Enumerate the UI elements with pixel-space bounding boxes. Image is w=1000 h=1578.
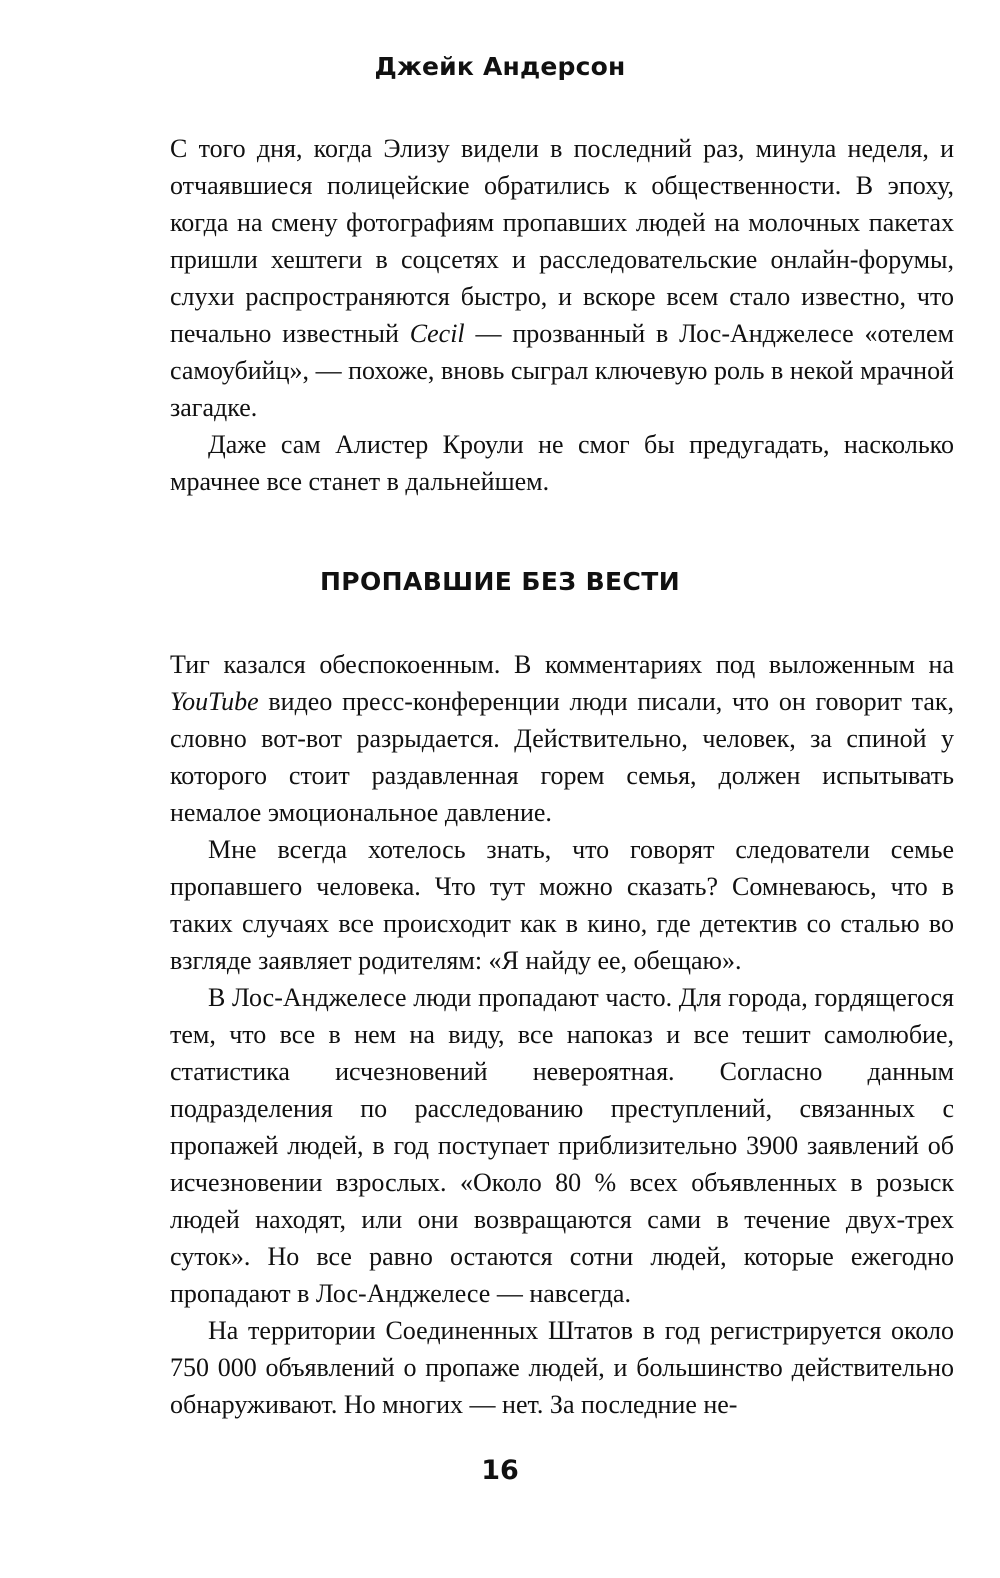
paragraph (170, 646, 954, 831)
italic-platform-name: YouTube (170, 687, 259, 716)
text-run: — прозванный в Лос-Анджелесе «отелем самоубийц», — похоже, вновь сыграл ключевую роль в некой мрачной загадке. (170, 319, 954, 422)
paragraph (170, 130, 954, 426)
page-number: 16 (481, 1455, 519, 1486)
text-run: Тиг казался обеспокоенным. В комментариях под выложенным на (170, 650, 954, 679)
intro-text-block (170, 130, 954, 500)
text-run: С того дня, когда Элизу видели в последний раз, минула неделя, и отчаявшиеся полицейские обратились к общественности. В эпоху, когда на смену фотографиям пропавших людей на молочных пакетах пришли хештеги в соцсетях и расследовательские онлайн-форумы, слухи распространяются быстро, и вскоре всем стало известно, что печально известный (170, 134, 954, 348)
running-header: Джейк Андерсон (374, 52, 626, 81)
paragraph: Даже сам Алистер Кроули не смог бы предугадать, насколько мрачнее все станет в дальнейшем. (170, 430, 954, 496)
paragraph: В Лос-Анджелесе люди пропадают часто. Для города, гордящегося тем, что все в нем на виду, все напоказ и все тешит самолюбие, статистика исчезновений невероятная. Согласно данным подразделения по расследованию преступлений, связанных с пропажей людей, в год поступает приблизительно 3900 заявлений об исчезновении взрослых. «Около 80 % всех объявленных в розыск людей находят, или они возвращаются сами в течение двух-трех суток». Но все равно остаются сотни людей, которые ежегодно пропадают в Лос-Анджелесе — навсегда. (170, 983, 954, 1308)
section-heading: ПРОПАВШИЕ БЕЗ ВЕСТИ (319, 567, 681, 596)
text-run: видео пресс-конференции люди писали, что он говорит так, словно вот-вот разрыдается. Действительно, человек, за спиной у которого стоит раздавленная горем семья, должен испытывать немалое эмоциональное давление. (170, 687, 954, 827)
section-text-block (170, 646, 954, 1423)
italic-hotel-name: Cecil (409, 319, 465, 348)
paragraph: Мне всегда хотелось знать, что говорят следователи семье пропавшего человека. Что тут можно сказать? Сомневаюсь, что в таких случаях все происходит как в кино, где детектив со сталью во взгляде заявляет родителям: «Я найду ее, обещаю». (170, 835, 954, 975)
paragraph: На территории Соединенных Штатов в год регистрируется около 750 000 объявлений о пропаже людей, и большинство действительно обнаруживают. Но многих — нет. За последние не- (170, 1316, 954, 1419)
